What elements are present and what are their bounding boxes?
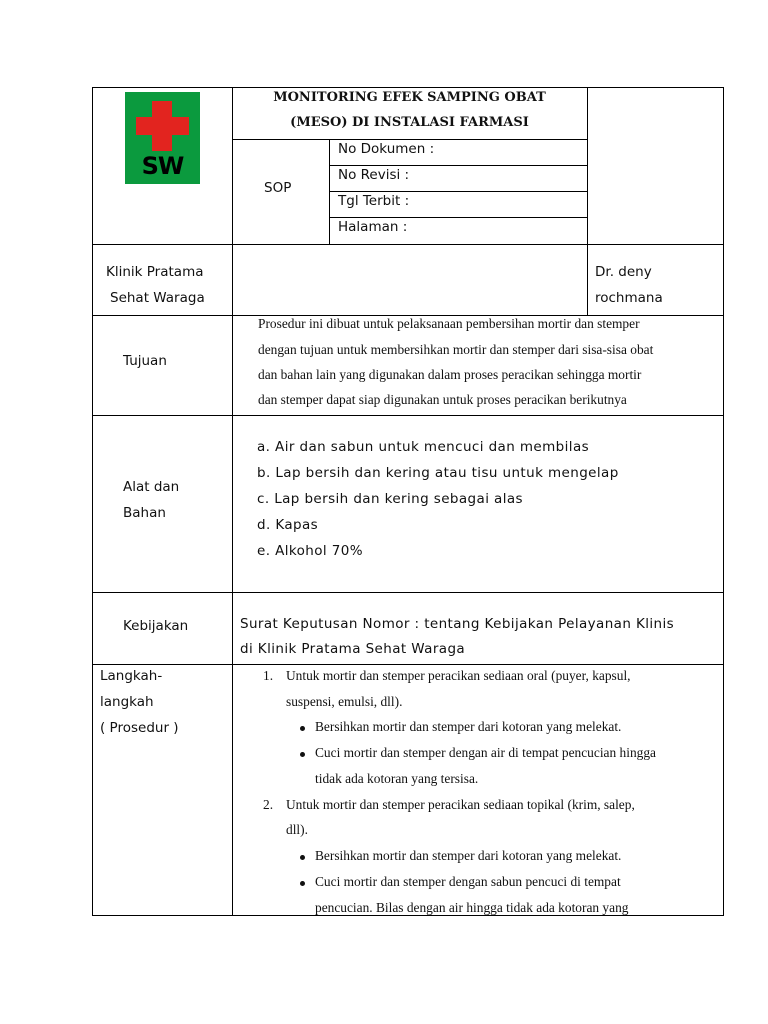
- sop-label: SOP: [264, 180, 292, 196]
- step-bullet-text: tidak ada kotoran yang tersisa.: [315, 771, 479, 786]
- kebijakan-line2: di Klinik Pratama Sehat Waraga: [240, 641, 466, 657]
- step-bullet-text: Cuci mortir dan stemper dengan sabun pencuci di tempat: [315, 874, 621, 889]
- step-text: Untuk mortir dan stemper peracikan sediaan topikal (krim, salep,: [286, 797, 635, 812]
- doc-title-line2: (MESO) DI INSTALASI FARMASI: [290, 115, 529, 130]
- langkah-label-line1: Langkah-: [100, 668, 163, 684]
- alat-item: d. Kapas: [257, 517, 319, 533]
- signer-name-line1: Dr. deny: [595, 264, 652, 280]
- halaman-field: Halaman :: [338, 219, 408, 235]
- step-text: dll).: [286, 822, 308, 837]
- tgl-terbit-field: Tgl Terbit :: [338, 193, 410, 209]
- langkah-label-line2: langkah: [100, 694, 154, 710]
- doc-title-line1: MONITORING EFEK SAMPING OBAT: [273, 90, 546, 105]
- step-bullet-text: Bersihkan mortir dan stemper dari kotoran yang melekat.: [315, 719, 622, 734]
- bullet-icon: [300, 726, 305, 731]
- bullet-icon: [300, 752, 305, 757]
- signer-name-line2: rochmana: [595, 290, 663, 306]
- tujuan-line: Prosedur ini dibuat untuk pelaksanaan pembersihan mortir dan stemper: [258, 316, 640, 331]
- alat-item: e. Alkohol 70%: [257, 543, 363, 559]
- no-dokumen-field: No Dokumen :: [338, 141, 435, 157]
- bullet-icon: [300, 881, 305, 886]
- no-revisi-field: No Revisi :: [338, 167, 410, 183]
- kebijakan-line1: Surat Keputusan Nomor : tentang Kebijakan Pelayanan Klinis: [240, 616, 675, 632]
- tujuan-line: dengan tujuan untuk membersihkan mortir dan stemper dari sisa-sisa obat: [258, 342, 654, 357]
- alat-item: a. Air dan sabun untuk mencuci dan membilas: [257, 439, 590, 455]
- alat-item: c. Lap bersih dan kering sebagai alas: [257, 491, 523, 507]
- bullet-icon: [300, 855, 305, 860]
- clinic-name-line2: Sehat Waraga: [110, 290, 205, 306]
- step-bullet-text: Bersihkan mortir dan stemper dari kotoran yang melekat.: [315, 848, 622, 863]
- alat-label-line2: Bahan: [123, 505, 166, 521]
- step-bullet-text: Cuci mortir dan stemper dengan air di tempat pencucian hingga: [315, 745, 656, 760]
- kebijakan-label: Kebijakan: [123, 618, 189, 634]
- step-number: 2.: [263, 797, 274, 812]
- alat-item: b. Lap bersih dan kering atau tisu untuk mengelap: [257, 465, 619, 481]
- step-text: Untuk mortir dan stemper peracikan sediaan oral (puyer, kapsul,: [286, 668, 631, 683]
- clinic-logo: [125, 92, 200, 184]
- alat-label-line1: Alat dan: [123, 479, 180, 495]
- step-text: suspensi, emulsi, dll).: [286, 694, 403, 709]
- tujuan-line: dan bahan lain yang digunakan dalam proses peracikan sehingga mortir: [258, 367, 642, 382]
- tujuan-label: Tujuan: [123, 353, 167, 369]
- clinic-name-line1: Klinik Pratama: [106, 264, 204, 280]
- step-number: 1.: [263, 668, 274, 683]
- langkah-label-line3: ( Prosedur ): [100, 720, 179, 736]
- logo-text: SW: [141, 152, 184, 180]
- step-bullet-text: pencucian. Bilas dengan air hingga tidak ada kotoran yang: [315, 900, 629, 915]
- tujuan-line: dan stemper dapat siap digunakan untuk proses peracikan berikutnya: [258, 392, 627, 407]
